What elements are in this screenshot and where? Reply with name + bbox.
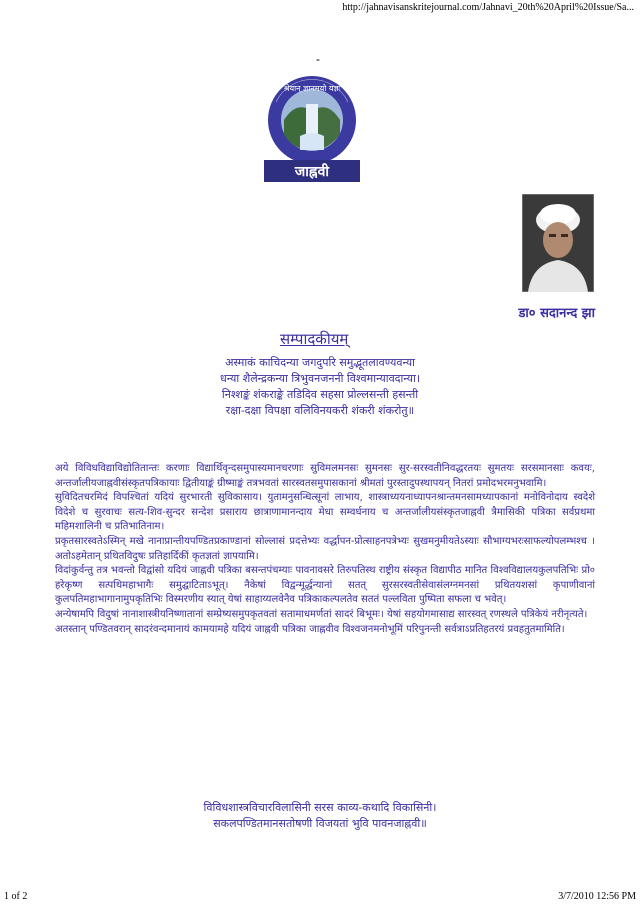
page-url: http://jahnavisanskritejournal.com/Jahnavi_20th%20April%20Issue/Sa... (342, 2, 634, 13)
verse-line: रक्षा-दक्षा विपक्षा वलिविनयकरी शंकरी शंकरोतु॥ (225, 404, 415, 417)
verse-line: अस्माकं काचिदन्या जगदुपरि समुद्भूतलावण्यवन्या (225, 356, 415, 369)
paragraph: प्रकृतसारस्वतेऽस्मिन् मखे नानाप्रान्तीयपण्डितप्रकाण्डानां सोल्लासं प्रदत्तेभ्यः वर्द्धापन-प्रोत्साहनपत्रेभ्यः सुखमनुमीयतेऽस्याः सौभाग्यभरःसाफल्योपलम्भश्च । अतोऽहमेतान् प्रथितविदुषः प्रतिहार्दिकीं कृतज्ञतां ज्ञापयामि। (55, 535, 595, 562)
editorial-body (55, 462, 595, 637)
paragraph: सुविदितचरमिदं विपश्चितां यदियं सुरभारती सुविकासाय। युतामनुसन्धित्सूनां लाभाय, शास्त्राध्ययनाध्यापनश्रान्तमनसामध्यापकानां मनोविनोदाय स्वदेशे विदेशे च सुरवाचः सत्य-शिव-सुन्दर सन्देश प्रसाराय छात्राणामानन्दाय मेधा सम्वर्धनाय च अन्तर्जालीयसंस्कृतजाह्नवी त्रैमासिकी पत्रिका सर्वप्रथमा महिमशालिनी च प्रतिभातिनाम। (55, 492, 595, 533)
paragraph: विदांकुर्वन्तु तत्र भवन्तो विद्वांसो यदियं जाह्नवी पत्रिका बसन्तपंचम्याः पावनावसरे तिरुपतिस्थ राष्ट्रीय संस्कृत विद्यापीठ मानित विश्वविद्यालयकुलपतिभिः प्रो० हरेकृष्ण सत्पथिमहाभागैः समुद्घाटिताऽभूत्। नैकेषां विद्वन्मूर्द्धन्यानां सतत् सुरसरस्वतीसेवासंलग्नमनसां प्रथितयशसां कृपाणीवानां कुलपतिमहाभागानामुपकृतिभिः विस्मरणीय स्यात् येषां साहाय्यलवेनैव पत्रिकाकल्पलतेव सततं पल्लविता पुष्पिता सफला च भवेत्। (55, 565, 595, 606)
verse-line: निश्शङ्कं शंकराङ्के तडिदिव सहसा प्रोल्लसन्ती हसन्ती (221, 388, 419, 401)
author-name: डा० सदानन्द झा (518, 306, 595, 321)
opening-verse (0, 355, 640, 419)
print-datetime: 3/7/2010 12:56 PM (558, 891, 636, 902)
page-number: 1 of 2 (4, 891, 28, 902)
verse-line: धन्या शैलेन्द्रकन्या त्रिभुवनजननी विश्वमान्यावदान्या। (219, 372, 421, 385)
verse-line: सकलपण्डितमानसतोषणी विजयतां भुवि पावनजाह्नवी॥ (213, 817, 427, 830)
author-photo (522, 194, 594, 292)
logo-name: जाह्नवी (294, 164, 330, 180)
logo-motto: श्रेयान् ज्ञानमयो यज्ञः (283, 84, 341, 93)
closing-verse (0, 800, 640, 832)
jahnavi-logo (260, 74, 364, 184)
paragraph: अतस्तान् पण्डितवरान् सादरंवन्दमानायं कामयामहे यदियं जाह्नवी पत्रिका जाह्नवीव विश्वजनमनोभूमिं परिपुनन्ती सर्वत्राऽप्रतिहतरयं प्रवहतुतमामिति। (55, 623, 565, 635)
paragraph: अन्येषामपि विदुषां नानाशास्त्रीयनिष्णातानां सम्प्रेष्यसमुपकृतवतां सतामाधमर्णतां सादरं बिभूमः। येषां सहयोगमासाद्य सारस्वत् रणस्थले पत्रिकेयं नरीनृत्यते। (55, 608, 588, 620)
header-dash: - (316, 52, 320, 66)
verse-line: विविधशास्त्रविचारविलासिनी सरस काव्य-कथादि विकासिनी। (203, 801, 437, 814)
paragraph: अये विविधविद्याविद्योतितान्तः करणाः विद्यार्थिवृन्दसमुपास्यमानचरणाः सुविमलमनसः सुमनसः सुर-सरस्वतीनिवद्धरतयः सुमतयः सरसमानसाः कवयः, अन्तर्जालीयजाह्नवीसंस्कृतपत्रिकायाः द्वितीयाङ्कं ग्रीष्माङ्कं तत्रभवतां सारस्वतसमुपासकानां श्रीमतां पुरस्तादुपस्थापयन् नितरां प्रमोदभरमनुभवामि। (55, 463, 595, 489)
editorial-heading: सम्पादकीयम् (280, 330, 349, 348)
